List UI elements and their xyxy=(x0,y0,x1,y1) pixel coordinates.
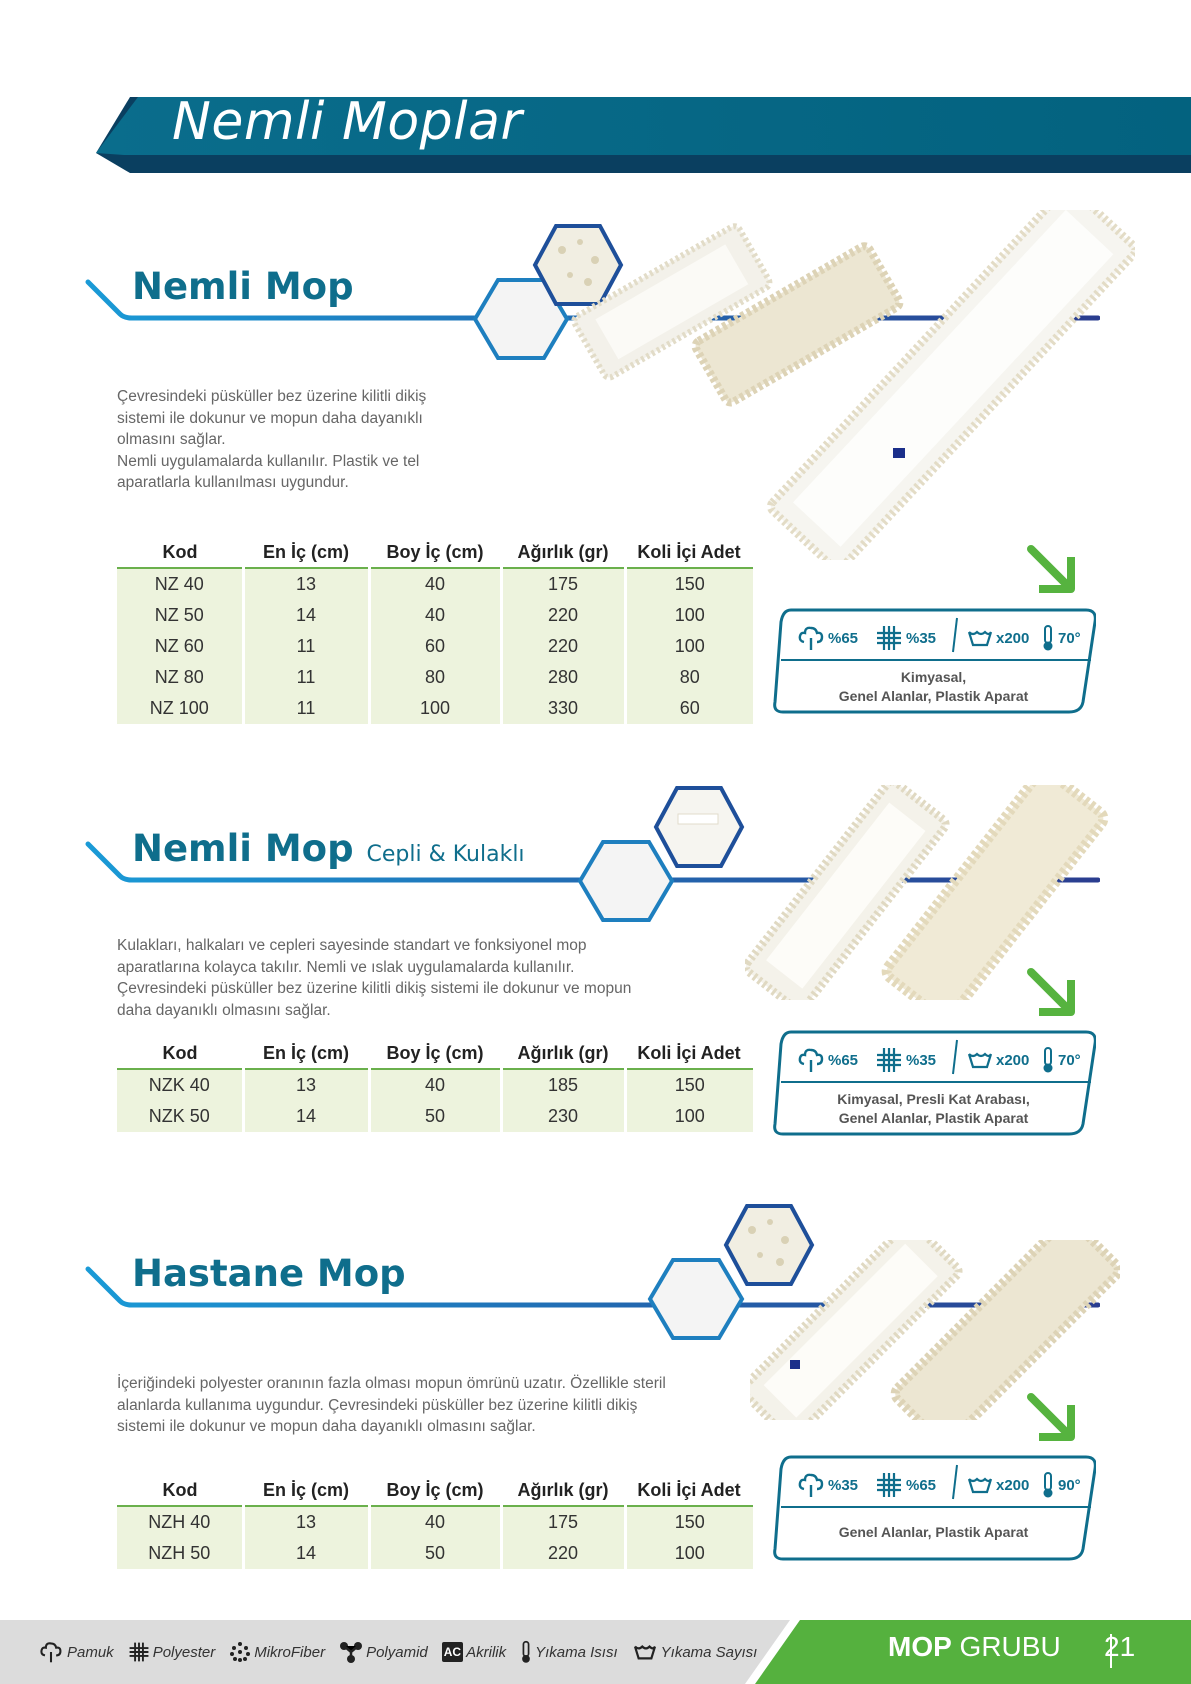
col-header-boy: Boy İç (cm) xyxy=(369,1475,501,1506)
desc-line: alanlarda kullanıma uygundur. Çevresindeki püsküller bez üzerine kilitli dikiş xyxy=(117,1396,638,1414)
col-header-en: En İç (cm) xyxy=(243,1475,369,1506)
polyester-icon xyxy=(875,624,903,652)
table-row xyxy=(117,1538,753,1569)
table-cell: NZK 40 xyxy=(117,1069,243,1101)
col-header-en: En İç (cm) xyxy=(243,537,369,568)
page-title: Nemli Moplar xyxy=(172,92,523,152)
legend-wash-temp xyxy=(520,1640,618,1664)
usage-areas xyxy=(771,668,1096,706)
section-3-description xyxy=(117,1373,757,1438)
table-row xyxy=(117,631,753,662)
table-cell: 185 xyxy=(501,1069,625,1101)
desc-line: aparatlarla kullanılması uygundur. xyxy=(117,474,349,491)
thermometer-icon xyxy=(1041,1471,1055,1499)
table-cell: NZK 50 xyxy=(117,1101,243,1132)
table-cell: 40 xyxy=(369,600,501,631)
table-header-row xyxy=(117,1038,753,1069)
wash-count: x200 xyxy=(996,1051,1030,1069)
usage-line: Kimyasal, xyxy=(900,669,967,685)
usage-areas xyxy=(771,1523,1096,1542)
polyamid-icon xyxy=(339,1640,363,1664)
table-cell: 60 xyxy=(625,693,753,724)
arrow-down-right-icon xyxy=(1025,543,1080,595)
polyester-icon xyxy=(875,1471,903,1499)
wash-temp: 70° xyxy=(1058,1051,1081,1069)
usage-line: Genel Alanlar, Plastik Aparat xyxy=(838,1110,1029,1126)
page-number: 21 xyxy=(1104,1631,1136,1662)
table-row xyxy=(117,568,753,600)
table-cell: 330 xyxy=(501,693,625,724)
usage-line: Kimyasal, Presli Kat Arabası, xyxy=(837,1091,1030,1107)
polyester-spec xyxy=(875,1465,936,1505)
wash-count-icon xyxy=(967,1049,993,1071)
section-2-fabric-thumbnails xyxy=(570,782,750,927)
hexagon-fabric-icon xyxy=(650,1260,742,1338)
polyester-percent: %35 xyxy=(906,1051,937,1069)
wash-temp-spec xyxy=(1041,1465,1081,1505)
acrylic-icon: AC xyxy=(442,1642,463,1662)
cotton-spec xyxy=(797,1465,858,1505)
table-cell: 50 xyxy=(369,1538,501,1569)
table-cell: NZ 40 xyxy=(117,568,243,600)
polyester-icon xyxy=(128,1641,150,1663)
legend-label: Polyamid xyxy=(366,1643,428,1661)
wash-count-spec xyxy=(967,1465,1029,1505)
desc-line: olmasını sağlar. xyxy=(117,431,226,448)
section-3-title xyxy=(132,1252,406,1295)
wash-temp: 90° xyxy=(1058,1476,1081,1494)
table-cell: 100 xyxy=(625,1101,753,1132)
table-cell: 14 xyxy=(243,600,369,631)
table-cell: 40 xyxy=(369,1506,501,1538)
desc-line: Çevresindeki püsküller bez üzerine kilitli dikiş xyxy=(117,388,427,405)
cotton-icon xyxy=(38,1640,64,1664)
table-cell: 220 xyxy=(501,1538,625,1569)
table-cell: 11 xyxy=(243,662,369,693)
hexagon-fabric-icon xyxy=(656,788,742,866)
table-cell: 13 xyxy=(243,1506,369,1538)
legend-label: Yıkama Isısı xyxy=(535,1643,618,1661)
wash-count: x200 xyxy=(996,1476,1030,1494)
table-cell: 150 xyxy=(625,568,753,600)
header-banner xyxy=(0,0,1191,180)
wash-count-icon xyxy=(967,627,993,649)
desc-line: Kulakları, halkaları ve cepleri sayesinde standart ve fonksiyonel mop xyxy=(117,937,587,954)
table-row xyxy=(117,1506,753,1538)
cotton-spec xyxy=(797,1040,858,1080)
desc-line: Nemli uygulamalarda kullanılır. Plastik ve tel xyxy=(117,452,420,470)
desc-line: daha dayanıklı olmasını sağlar. xyxy=(117,1001,331,1019)
table-cell: 220 xyxy=(501,631,625,662)
section-2-subtitle: Cepli & Kulaklı xyxy=(366,842,525,867)
table-cell: 280 xyxy=(501,662,625,693)
table-cell: 80 xyxy=(369,662,501,693)
table-cell: 220 xyxy=(501,600,625,631)
polyester-percent: %65 xyxy=(906,1476,937,1494)
legend-cotton xyxy=(38,1640,114,1664)
wash-temp-spec xyxy=(1041,618,1081,658)
table-row xyxy=(117,600,753,631)
table-cell: 11 xyxy=(243,631,369,662)
legend-wash-count xyxy=(632,1642,758,1662)
table-cell: 14 xyxy=(243,1101,369,1132)
table-header-row xyxy=(117,537,753,568)
table-cell: 175 xyxy=(501,1506,625,1538)
thermometer-icon xyxy=(1041,624,1055,652)
cotton-spec xyxy=(797,618,858,658)
cotton-percent: %35 xyxy=(828,1476,859,1494)
section-1-spec-table xyxy=(117,537,753,724)
wash-temp-spec xyxy=(1041,1040,1081,1080)
table-cell: 60 xyxy=(369,631,501,662)
col-header-koli: Koli İçi Adet xyxy=(625,1475,753,1506)
table-cell: 100 xyxy=(625,1538,753,1569)
col-header-boy: Boy İç (cm) xyxy=(369,537,501,568)
legend-label: Pamuk xyxy=(67,1643,114,1661)
section-3-title-text: Hastane Mop xyxy=(132,1252,406,1295)
section-1-title xyxy=(132,265,354,308)
section-2-spec-table xyxy=(117,1038,753,1132)
cotton-percent: %65 xyxy=(828,1051,859,1069)
table-cell: 50 xyxy=(369,1101,501,1132)
table-cell: 13 xyxy=(243,1069,369,1101)
polyester-percent: %35 xyxy=(906,629,937,647)
col-header-boy: Boy İç (cm) xyxy=(369,1038,501,1069)
col-header-kod: Kod xyxy=(117,1038,243,1069)
section-2-title-text: Nemli Mop xyxy=(132,827,354,870)
wash-count-icon xyxy=(632,1642,658,1662)
arrow-down-right-icon xyxy=(1025,1391,1080,1443)
col-header-agirlik: Ağırlık (gr) xyxy=(501,1475,625,1506)
table-cell: 13 xyxy=(243,568,369,600)
legend-acrylic xyxy=(442,1642,506,1662)
table-cell: 230 xyxy=(501,1101,625,1132)
table-cell: 150 xyxy=(625,1069,753,1101)
desc-line: Çevresindeki püsküller bez üzerine kilitli dikiş sistemi ile dokunur ve mopun xyxy=(117,980,632,997)
legend-label: MikroFiber xyxy=(254,1643,326,1661)
thermometer-icon xyxy=(1041,1046,1055,1074)
legend-polyamid xyxy=(339,1640,428,1664)
col-header-koli: Koli İçi Adet xyxy=(625,1038,753,1069)
table-row xyxy=(117,1069,753,1101)
section-1-title-text: Nemli Mop xyxy=(132,265,354,308)
table-row xyxy=(117,1101,753,1132)
desc-line: aparatlarına kolayca takılır. Nemli ve ıslak uygulamalarda kullanılır. xyxy=(117,958,575,976)
legend-label: Polyester xyxy=(152,1643,216,1661)
table-row xyxy=(117,693,753,724)
desc-line: sistemi ile dokunur ve mopun daha dayanıklı xyxy=(117,409,423,427)
usage-line: Genel Alanlar, Plastik Aparat xyxy=(838,1524,1029,1540)
table-cell: 11 xyxy=(243,693,369,724)
desc-line: sistemi ile dokunur ve mopun daha dayanıklı olmasını sağlar. xyxy=(117,1418,536,1435)
section-2-description xyxy=(117,935,737,1021)
table-cell: NZ 50 xyxy=(117,600,243,631)
legend-microfiber xyxy=(229,1641,325,1663)
col-header-kod: Kod xyxy=(117,1475,243,1506)
section-2-title xyxy=(132,827,525,870)
table-cell: 14 xyxy=(243,1538,369,1569)
microfiber-icon xyxy=(229,1641,251,1663)
hexagon-fabric-icon xyxy=(580,842,672,920)
table-cell: 175 xyxy=(501,568,625,600)
footer-group-bold: MOP xyxy=(888,1631,952,1662)
section-1-description xyxy=(117,386,517,494)
legend-polyester xyxy=(128,1641,216,1663)
col-header-en: En İç (cm) xyxy=(243,1038,369,1069)
footer-group-rest: GRUBU xyxy=(951,1631,1061,1662)
polyester-spec xyxy=(875,1040,936,1080)
section-3-info-box xyxy=(771,1453,1096,1565)
section-1-product-image xyxy=(555,210,1135,560)
usage-line: Genel Alanlar, Plastik Aparat xyxy=(838,688,1029,704)
thermometer-icon xyxy=(520,1640,532,1664)
table-cell: 40 xyxy=(369,1069,501,1101)
col-header-agirlik: Ağırlık (gr) xyxy=(501,1038,625,1069)
wash-count-spec xyxy=(967,618,1029,658)
cotton-icon xyxy=(797,624,825,652)
cotton-icon xyxy=(797,1471,825,1499)
table-cell: 100 xyxy=(625,600,753,631)
table-cell: 40 xyxy=(369,568,501,600)
wash-count: x200 xyxy=(996,629,1030,647)
polyester-spec xyxy=(875,618,936,658)
table-row xyxy=(117,662,753,693)
cotton-percent: %65 xyxy=(828,629,859,647)
footer-group-title xyxy=(888,1631,1061,1663)
wash-count-spec xyxy=(967,1040,1029,1080)
wash-temp: 70° xyxy=(1058,629,1081,647)
col-header-kod: Kod xyxy=(117,537,243,568)
section-1-info-box xyxy=(771,606,1096,718)
table-cell: 150 xyxy=(625,1506,753,1538)
desc-line: İçeriğindeki polyester oranının fazla olması mopun ömrünü uzatır. Özellikle steril xyxy=(117,1375,666,1392)
table-cell: NZH 50 xyxy=(117,1538,243,1569)
table-header-row xyxy=(117,1475,753,1506)
legend-label: Akrilik xyxy=(466,1643,507,1661)
cotton-icon xyxy=(797,1046,825,1074)
table-cell: 100 xyxy=(625,631,753,662)
col-header-agirlik: Ağırlık (gr) xyxy=(501,537,625,568)
table-cell: NZ 100 xyxy=(117,693,243,724)
col-header-koli: Koli İçi Adet xyxy=(625,537,753,568)
polyester-icon xyxy=(875,1046,903,1074)
table-cell: NZH 40 xyxy=(117,1506,243,1538)
wash-count-icon xyxy=(967,1474,993,1496)
section-3-spec-table xyxy=(117,1475,753,1569)
table-cell: 80 xyxy=(625,662,753,693)
table-cell: NZ 80 xyxy=(117,662,243,693)
arrow-down-right-icon xyxy=(1025,966,1080,1018)
legend-label: Yıkama Sayısı xyxy=(660,1643,758,1661)
table-cell: 100 xyxy=(369,693,501,724)
footer-legend xyxy=(38,1637,763,1667)
section-2-info-box xyxy=(771,1028,1096,1140)
table-cell: NZ 60 xyxy=(117,631,243,662)
usage-areas xyxy=(771,1090,1096,1128)
